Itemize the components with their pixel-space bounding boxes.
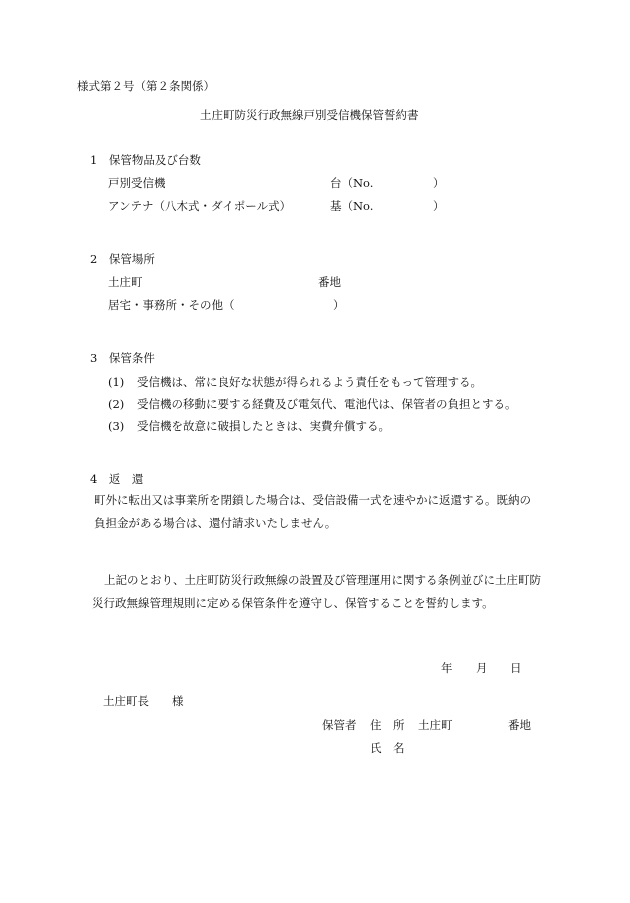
- form-number: 様式第２号（第２条関係）: [77, 79, 215, 93]
- location-residence: 居宅・事務所・その他（: [108, 298, 235, 312]
- condition-text: 受信機を故意に破損したときは、実費弁償する。: [137, 419, 390, 433]
- location-banchi: 番地: [318, 275, 341, 289]
- pledge-line2: 災行政無線管理規則に定める保管条件を遵守し、保管することを誓約します。: [92, 596, 494, 610]
- condition-text: 受信機は、常に良好な状態が得られるよう責任をもって管理する。: [137, 375, 482, 389]
- item1-name: 戸別受信機: [108, 176, 166, 190]
- section1-heading: 1 保管物品及び台数: [90, 153, 201, 167]
- condition-text: 受信機の移動に要する経費及び電気代、電池代は、保管者の負担とする。: [137, 397, 517, 411]
- item1-unit: 台（No.: [330, 176, 374, 190]
- condition-number: (1): [108, 375, 125, 389]
- item1-close: ）: [433, 176, 445, 190]
- date-day: 日: [510, 661, 522, 675]
- date-year: 年: [441, 661, 453, 675]
- section2-heading: 2 保管場所: [90, 252, 155, 266]
- item2-unit: 基（No.: [330, 199, 374, 213]
- pledge-line1: 上記のとおり、土庄町防災行政無線の設置及び管理運用に関する条例並びに土庄町防: [104, 573, 541, 587]
- return-text-line2: 負担金がある場合は、還付請求いたしません。: [94, 516, 337, 530]
- addressee: 土庄町長 様: [103, 694, 184, 708]
- section3-heading: 3 保管条件: [90, 351, 155, 365]
- location-town: 土庄町: [108, 275, 143, 289]
- location-residence-close: ）: [333, 298, 345, 312]
- custodian-label: 保管者: [322, 718, 357, 732]
- address-town: 土庄町: [418, 718, 453, 732]
- item2-close: ）: [433, 199, 445, 213]
- item2-name: アンテナ（八木式・ダイポール式）: [108, 199, 292, 213]
- condition-number: (3): [108, 419, 125, 433]
- date-month: 月: [476, 661, 488, 675]
- return-text-line1: 町外に転出又は事業所を閉鎖した場合は、受信設備一式を速やかに返還する。既納の: [94, 493, 531, 507]
- name-label: 氏 名: [370, 741, 405, 755]
- document-title: 土庄町防災行政無線戸別受信機保管誓約書: [200, 108, 419, 122]
- section4-heading: 4 返 還: [90, 472, 144, 486]
- address-banchi: 番地: [508, 718, 531, 732]
- condition-number: (2): [108, 397, 125, 411]
- address-label: 住 所: [370, 718, 405, 732]
